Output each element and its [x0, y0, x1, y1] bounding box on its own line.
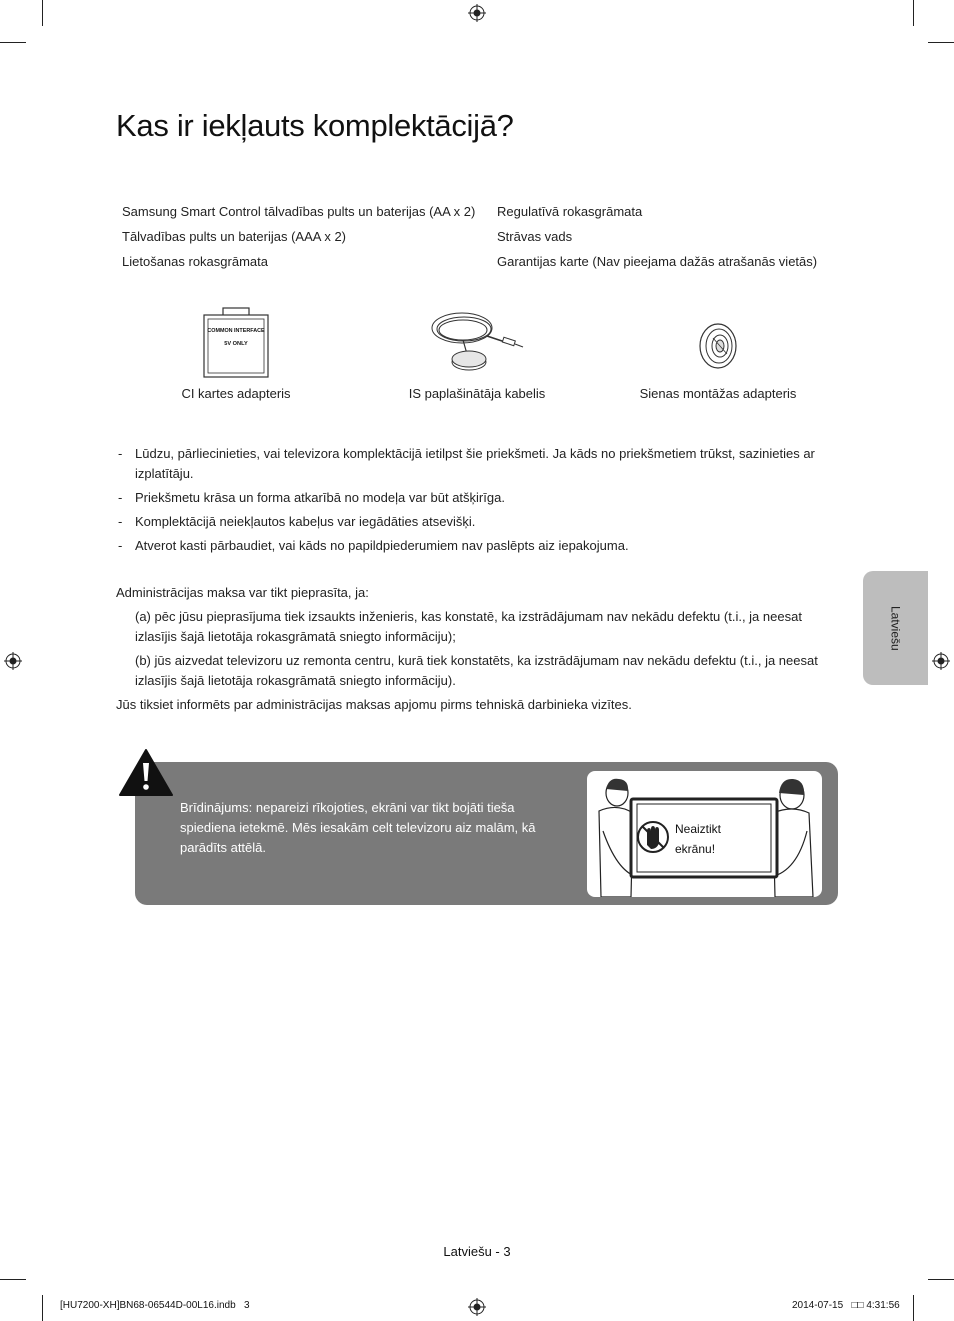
side-tab-label: Latviešu [888, 605, 903, 651]
print-file-info: [HU7200-XH]BN68-06544D-00L16.indb 3 [60, 1300, 250, 1311]
wall-mount-adapter-icon [693, 306, 743, 380]
note-item: - Priekšmetu krāsa un forma atkarībā no modeļa var būt atšķirīga. [116, 488, 836, 508]
accessory-caption: IS paplašinātāja kabelis [408, 386, 546, 401]
accessory-caption: Sienas montāžas adapteris [639, 386, 797, 401]
note-item: - Atverot kasti pārbaudiet, vai kāds no papildpiederumiem nav paslēpts aiz iepakojuma. [116, 536, 836, 556]
items-list-left [122, 199, 475, 274]
list-item: Samsung Smart Control tālvadības pults un baterijas (AA x 2) [122, 204, 476, 219]
notes-list [116, 444, 836, 560]
tv-screen-label [675, 819, 721, 859]
warning-body: : nepareizi rīkojoties, ekrāni var tikt bojāti tieša spiediena ietekmē. Mēs iesakām celt televizoru aiz malām, kā parādīts attēlā. [180, 800, 536, 855]
crop-mark [913, 0, 914, 26]
tv-label-line2: ekrānu! [675, 842, 716, 856]
note-item: - Komplektācijā neiekļautos kabeļus var iegādāties atsevišķi. [116, 512, 836, 532]
items-list-right [497, 199, 817, 274]
print-timestamp: 2014-07-15 □□ 4:31:56 [792, 1300, 900, 1311]
language-side-tab [863, 571, 928, 685]
crop-mark [42, 1295, 43, 1321]
warning-triangle-icon [118, 748, 174, 798]
tv-label-line1: Neaiztikt [675, 822, 722, 836]
admin-intro: Administrācijas maksa var tikt pieprasīta, ja: [116, 585, 369, 600]
note-item: - Lūdzu, pārliecinieties, vai televizora komplektācijā ietilpst šie priekšmeti. Ja kāds no priekšmetiem trūkst, sazinieties ar izplatītāju. [116, 444, 836, 484]
ci-label-line1: COMMON INTERFACE [207, 328, 265, 334]
warning-label: Brīdinājums [180, 800, 249, 815]
registration-mark-icon [932, 652, 950, 670]
registration-mark-icon [4, 652, 22, 670]
crop-mark [0, 42, 26, 43]
warning-illustration [587, 771, 822, 897]
crop-mark [928, 42, 954, 43]
admin-condition-a: (a) pēc jūsu pieprasījuma tiek izsaukts inženieris, kas konstatē, ka izstrādājumam nav nekādu defektu (t.i., ja neesat izlasījis šajā lietotāja rokasgrāmatā sniegto informāciju); [135, 609, 802, 644]
list-item: Strāvas vads [497, 229, 573, 244]
admin-condition-b: (b) jūs aizvedat televizoru uz remonta centru, kurā tiek konstatēts, ka izstrādājumam nav nekādu defektu (t.i., ja neesat izlasījis šajā lietotāja rokasgrāmatā sniegto informāciju). [135, 653, 818, 688]
list-item: Lietošanas rokasgrāmata [122, 254, 268, 269]
ci-card-adapter-icon [201, 306, 271, 380]
ci-label-line2: 5V ONLY [224, 341, 248, 347]
crop-mark [42, 0, 43, 26]
page-number: Latviešu - 3 [443, 1244, 511, 1259]
accessory-wall-mount-adapter [628, 300, 808, 401]
ir-extender-cable-icon [427, 306, 527, 380]
administration-fee-section [116, 583, 838, 715]
page-title: Kas ir iekļauts komplektācijā? [116, 108, 514, 143]
registration-mark-icon [468, 1298, 486, 1316]
list-item: Tālvadības pults un baterijas (AAA x 2) [122, 229, 347, 244]
list-item: Garantijas karte (Nav pieejama dažās atrašanās vietās) [497, 254, 818, 269]
accessory-ir-cable [387, 300, 567, 401]
admin-outro: Jūs tiksiet informēts par administrācijas maksas apjomu pirms tehniskā darbinieka vizītes. [116, 697, 632, 712]
registration-mark-icon [468, 4, 486, 22]
crop-mark [913, 1295, 914, 1321]
warning-text [180, 798, 540, 858]
accessory-ci-adapter [146, 300, 326, 401]
crop-mark [928, 1279, 954, 1280]
warning-box [135, 762, 838, 905]
accessory-caption: CI kartes adapteris [181, 386, 291, 401]
list-item: Regulatīvā rokasgrāmata [497, 204, 643, 219]
crop-mark [0, 1279, 26, 1280]
